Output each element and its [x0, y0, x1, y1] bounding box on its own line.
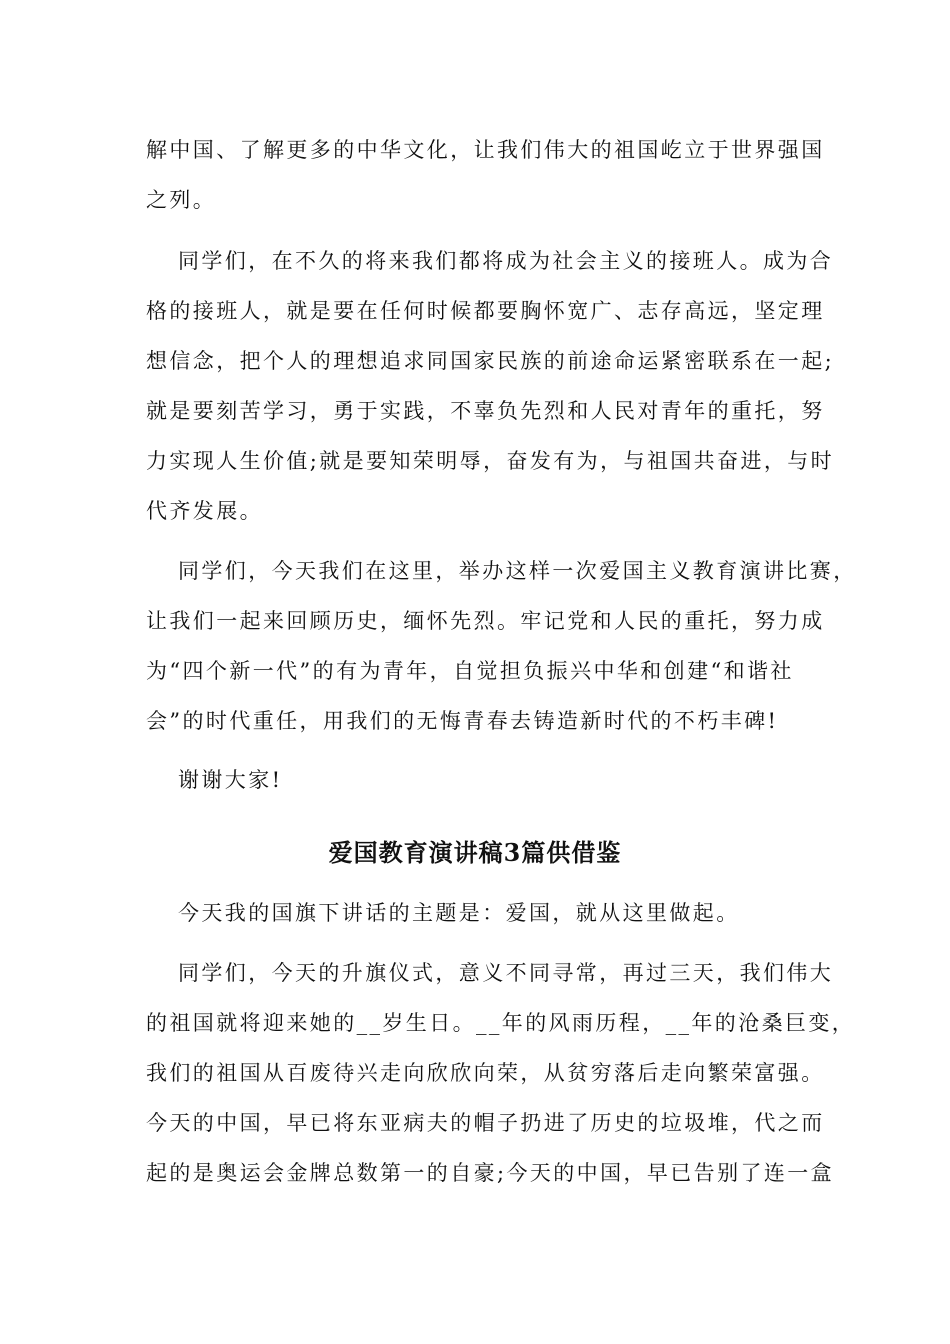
text-line: 起的是奥运会金牌总数第一的自豪;今天的中国，早已告别了连一盒	[146, 1161, 835, 1185]
text-line: 会”的时代重任，用我们的无悔青春去铸造新时代的不朽丰碑!	[146, 709, 779, 733]
text-line: 格的接班人，就是要在任何时候都要胸怀宽广、志存高远，坚定理	[146, 299, 825, 323]
section-heading: 爱国教育演讲稿3篇供借鉴	[328, 838, 622, 867]
closing-line: 谢谢大家!	[178, 768, 283, 792]
paragraph-first-line: 同学们，今天的升旗仪式，意义不同寻常，再过三天，我们伟大	[178, 961, 834, 985]
text-line: 代齐发展。	[146, 499, 263, 523]
text-line: 解中国、了解更多的中华文化，让我们伟大的祖国屹立于世界强国	[146, 138, 825, 162]
text-line: 想信念，把个人的理想追求同国家民族的前途命运紧密联系在一起;	[146, 349, 835, 373]
text-line: 就是要刻苦学习，勇于实践，不辜负先烈和人民对青年的重托，努	[146, 399, 825, 423]
text-line: 让我们一起来回顾历史，缅怀先烈。牢记党和人民的重托，努力成	[146, 609, 825, 633]
paragraph-first-line: 今天我的国旗下讲话的主题是：爱国，就从这里做起。	[178, 901, 740, 925]
paragraph-first-line: 同学们，在不久的将来我们都将成为社会主义的接班人。成为合	[178, 249, 834, 273]
text-line: 之列。	[146, 188, 217, 212]
text-line: 的祖国就将迎来她的__岁生日。__年的风雨历程，__年的沧桑巨变，	[146, 1011, 856, 1035]
text-line: 力实现人生价值;就是要知荣明辱，奋发有为，与祖国共奋进，与时	[146, 449, 835, 473]
text-line: 今天的中国，早已将东亚病夫的帽子扔进了历史的垃圾堆，代之而	[146, 1111, 825, 1135]
paragraph-first-line: 同学们，今天我们在这里，举办这样一次爱国主义教育演讲比赛，	[178, 559, 857, 583]
text-line: 为“四个新一代”的有为青年，自觉担负振兴中华和创建“和谐社	[146, 659, 794, 683]
text-line: 我们的祖国从百废待兴走向欣欣向荣，从贫穷落后走向繁荣富强。	[146, 1061, 825, 1085]
